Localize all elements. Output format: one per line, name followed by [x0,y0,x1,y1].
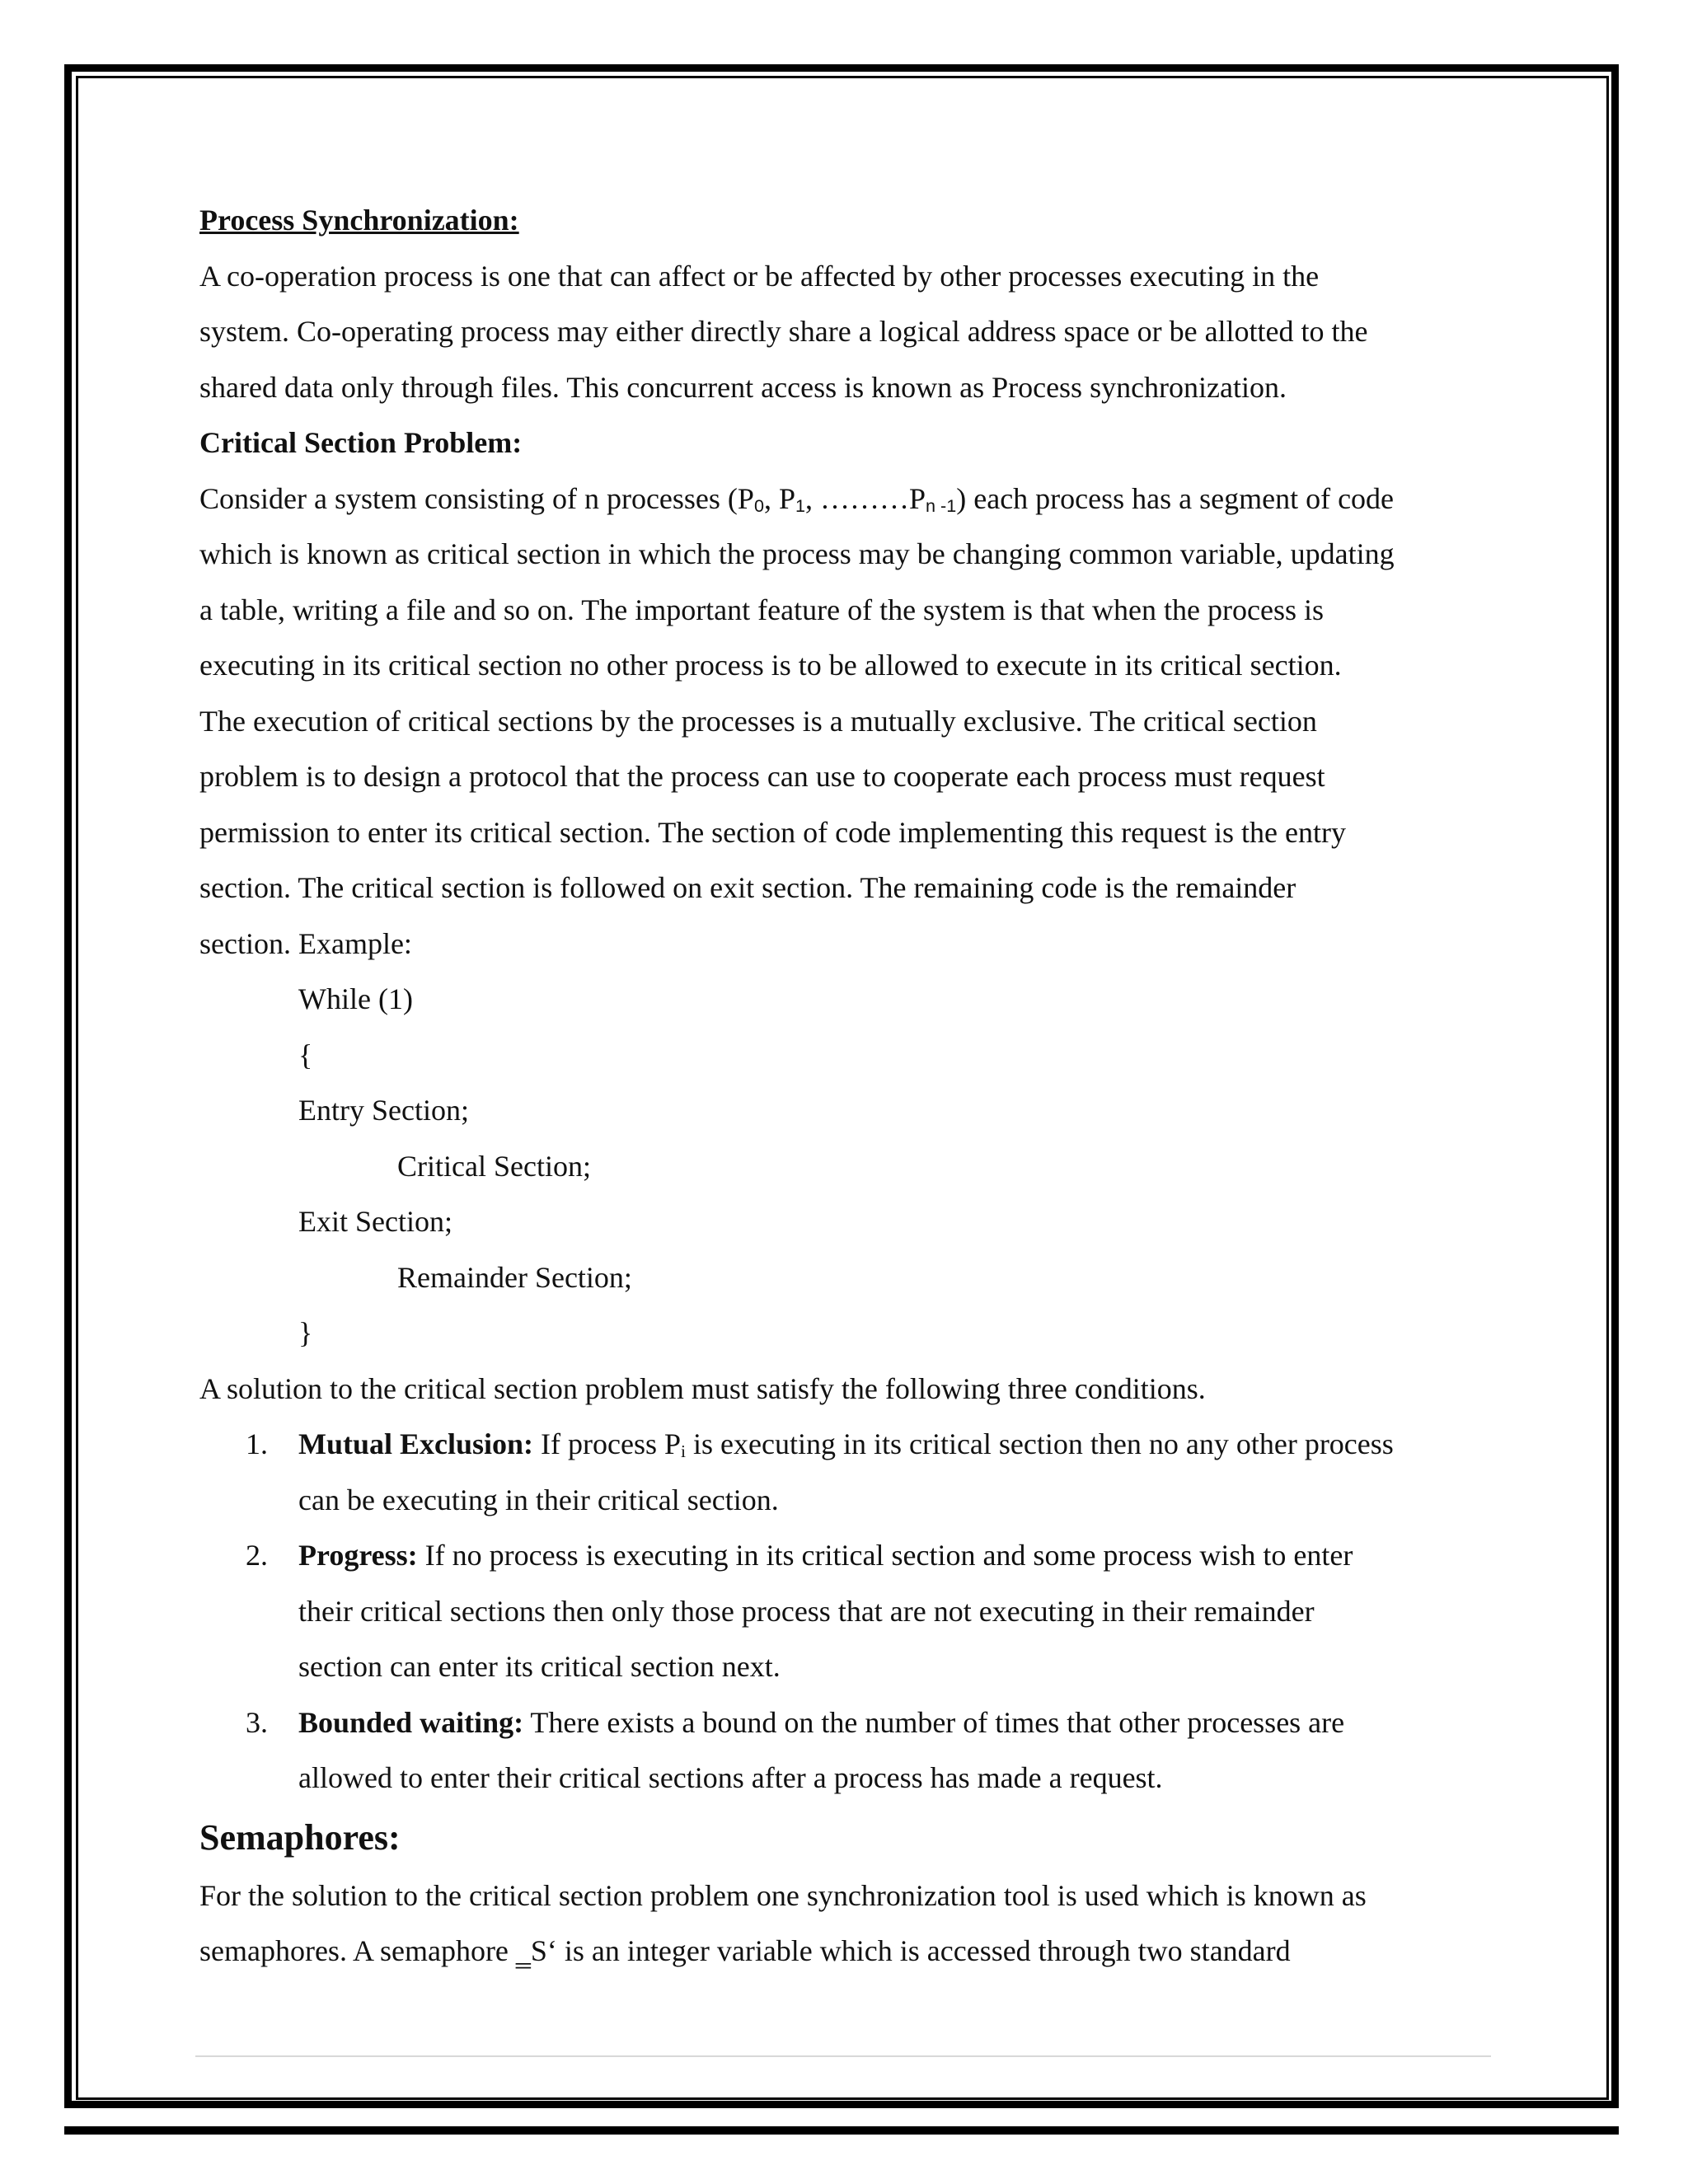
paragraph-line: permission to enter its critical section. The section of code implementing this request is the entry [199,815,1346,849]
process-sync-heading: Process Synchronization: [199,204,519,237]
paragraph-line: shared data only through files. This concurrent access is known as Process synchronization. [199,370,1287,404]
subscript: n -1 [926,494,957,516]
condition-title: Bounded waiting: [298,1705,524,1739]
text-span: , ………P [805,481,926,515]
paragraph-line: The execution of critical sections by the processes is a mutually exclusive. The critical section [199,704,1317,738]
text-span: If no process is executing in its critical section and some process wish to enter [417,1539,1353,1572]
list-number: 1. [246,1427,268,1460]
bottom-rule [64,2126,1619,2135]
code-open-brace: { [298,1038,313,1071]
condition-title: Progress: [298,1539,418,1572]
text-span: , P [763,481,795,515]
code-close-brace: } [298,1316,313,1349]
condition-item [199,1417,1518,1473]
paragraph-line: For the solution to the critical section problem one synchronization tool is used which is known as [199,1878,1367,1912]
document-body [199,193,1518,1980]
footer-divider [195,2055,1491,2057]
paragraph-line: system. Co-operating process may either directly share a logical address space or be allotted to the [199,315,1368,348]
solution-intro: A solution to the critical section problem must satisfy the following three conditions. [199,1371,1206,1405]
paragraph-line: which is known as critical section in which the process may be changing common variable, updating [199,537,1395,570]
code-entry-section: Entry Section; [298,1094,469,1127]
condition-continuation: section can enter its critical section next. [298,1650,781,1683]
code-critical-section: Critical Section; [397,1149,591,1183]
critical-section-heading: Critical Section Problem: [199,426,523,459]
condition-continuation: can be executing in their critical section. [298,1483,779,1516]
condition-title: Mutual Exclusion: [298,1427,534,1460]
text-span: ) each process has a segment of code [956,481,1395,515]
subscript: i [681,1441,687,1461]
code-exit-section: Exit Section; [298,1205,452,1238]
paragraph-line: semaphores. A semaphore ‗S‘ is an integer variable which is accessed through two standard [199,1934,1291,1967]
subscript: 1 [795,494,805,516]
paragraph-line: section. The critical section is followed on exit section. The remaining code is the remainder [199,871,1296,904]
subscript: 0 [753,494,764,516]
text-span: is executing in its critical section then no any other process [686,1427,1394,1460]
list-number: 3. [246,1705,268,1739]
code-while: While (1) [298,982,413,1015]
semaphores-heading: Semaphores: [199,1816,401,1858]
paragraph-line: section. Example: [199,926,412,960]
paragraph-line [199,471,1518,527]
condition-continuation: their critical sections then only those process that are not executing in their remainder [298,1594,1315,1628]
condition-continuation: allowed to enter their critical sections after a process has made a request. [298,1761,1163,1794]
code-remainder-section: Remainder Section; [397,1260,632,1294]
paragraph-line: A co-operation process is one that can affect or be affected by other processes executing in the [199,259,1320,293]
text-span: Consider a system consisting of n processes (P [199,481,754,515]
text-span: There exists a bound on the number of times that other processes are [523,1705,1345,1739]
paragraph-line: a table, writing a file and so on. The important feature of the system is that when the process is [199,593,1324,626]
paragraph-line: executing in its critical section no other process is to be allowed to execute in its critical section. [199,649,1342,682]
text-span: If process P [533,1427,682,1460]
condition-item [199,1695,1518,1751]
condition-item [199,1528,1518,1584]
list-number: 2. [246,1539,268,1572]
paragraph-line: problem is to design a protocol that the process can use to cooperate each process must request [199,760,1325,793]
